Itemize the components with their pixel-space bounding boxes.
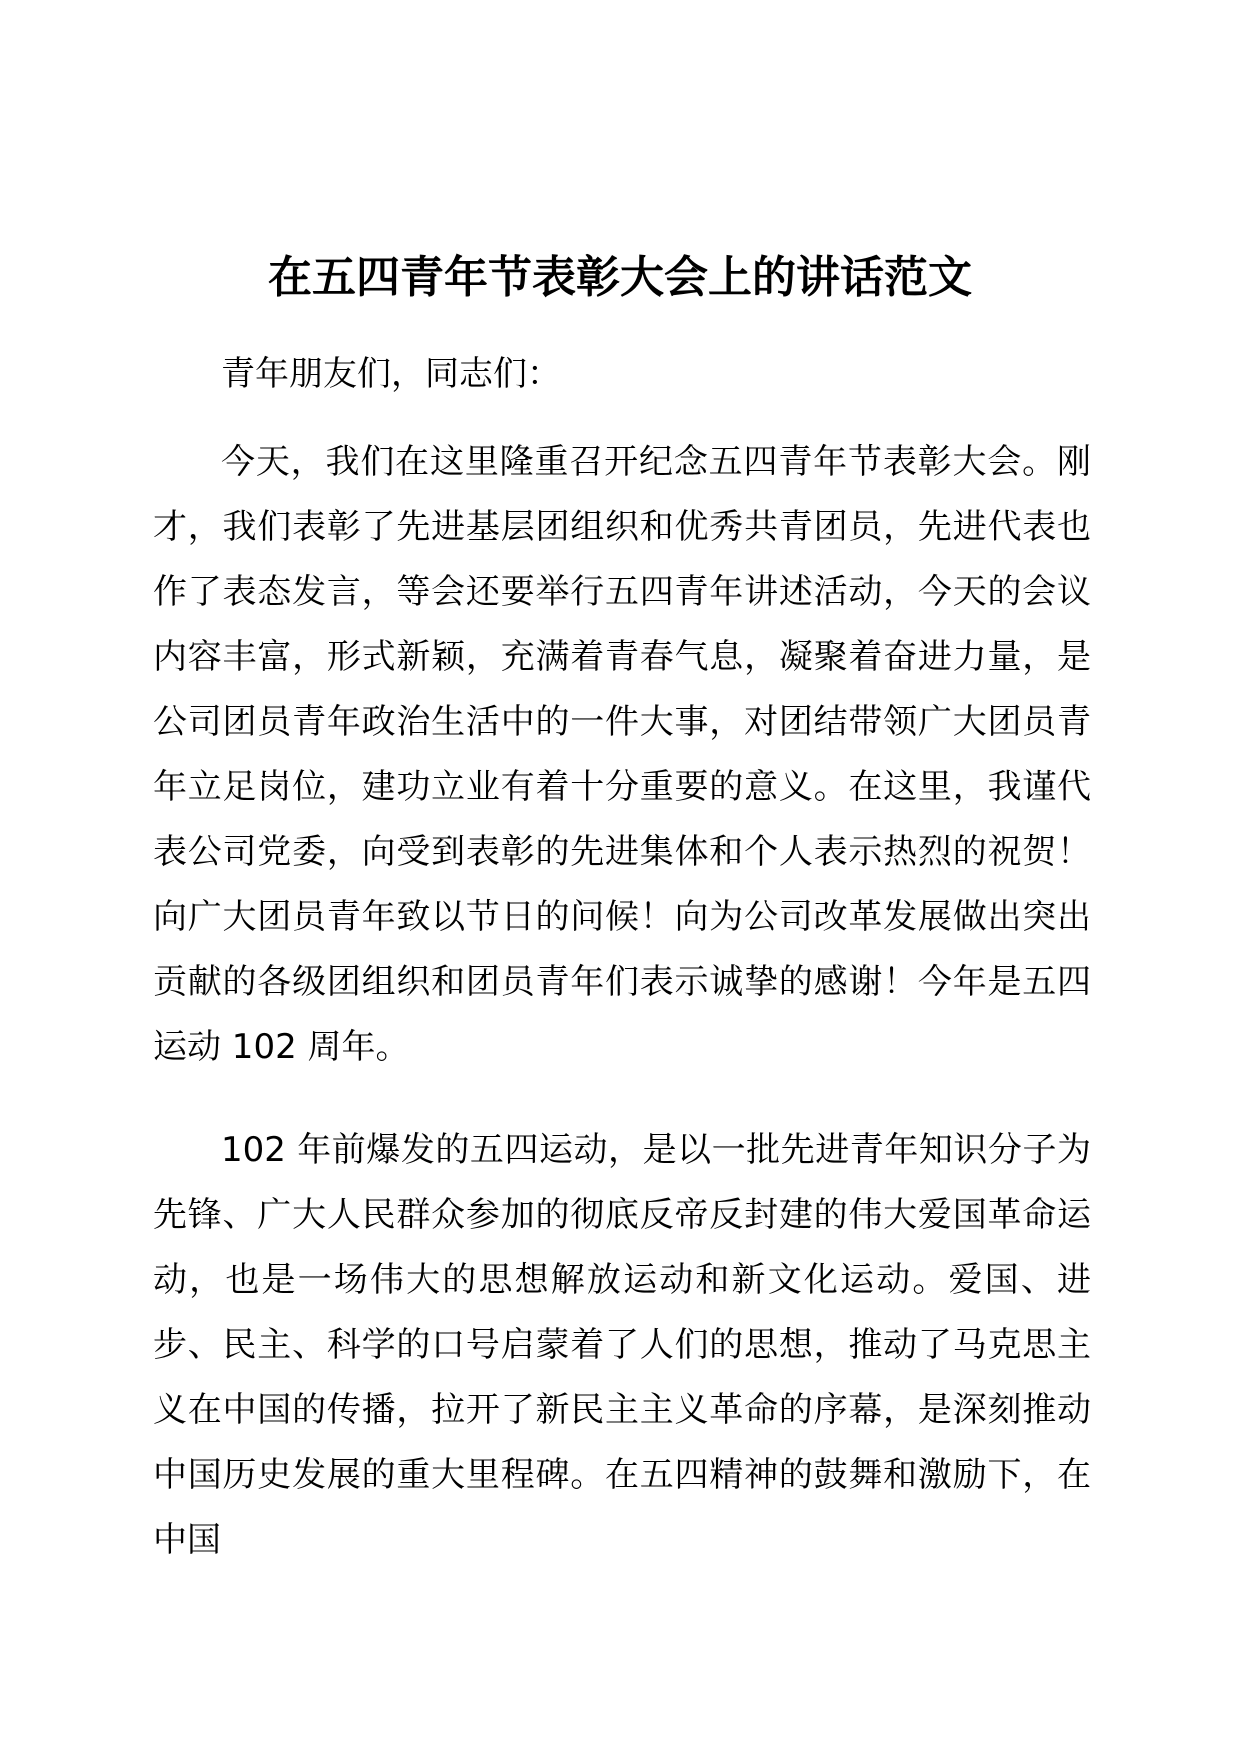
paragraph-2: 102 年前爆发的五四运动，是以一批先进青年知识分子为先锋、广大人民群众参加的彻底反帝反封建的伟大爱国革命运动，也是一场伟大的思想解放运动和新文化运动。爱国、进步、民主、科学的口号启蒙着了人们的思想，推动了马克思主义在中国的传播，拉开了新民主主义革命的序幕，是深刻推动中国历史发展的重大里程碑。在五四精神的鼓舞和激励下，在中国 — [153, 1130, 1091, 1560]
greeting-line: 青年朋友们，同志们： — [221, 354, 561, 394]
paragraph-1: 今天，我们在这里隆重召开纪念五四青年节表彰大会。刚才，我们表彰了先进基层团组织和优秀共青团员，先进代表也作了表态发言，等会还要举行五四青年讲述活动，今天的会议内容丰富，形式新颖，充满着青春气息，凝聚着奋进力量，是公司团员青年政治生活中的一件大事，对团结带领广大团员青年立足岗位，建功立业有着十分重要的意义。在这里，我谨代表公司党委，向受到表彰的先进集体和个人表示热烈的祝贺！向广大团员青年致以节日的问候！向为公司改革发展做出突出贡献的各级团组织和团员青年们表示诚挚的感谢！今年是五四运动 102 周年。 — [153, 442, 1091, 1067]
document-title: 在五四青年节表彰大会上的讲话范文 — [268, 252, 972, 303]
